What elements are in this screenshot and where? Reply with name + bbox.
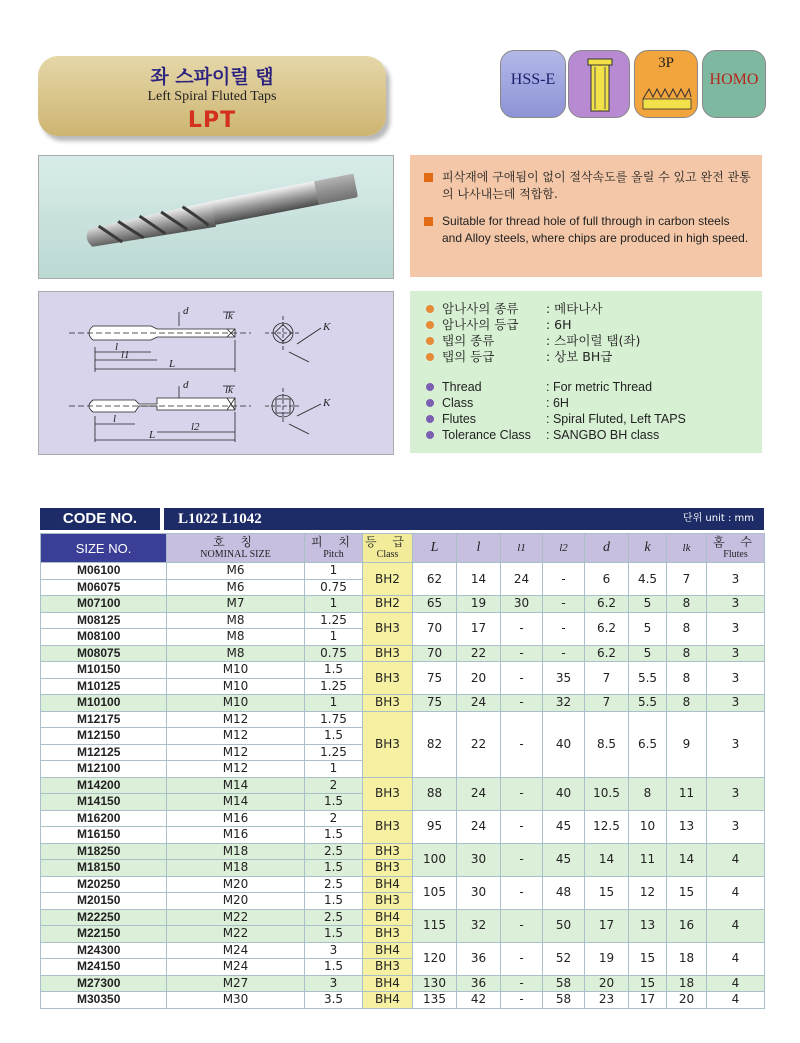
- pitch-cell: 1: [305, 695, 363, 712]
- pitch-cell: 1.5: [305, 728, 363, 745]
- k-cell: 10: [629, 810, 667, 843]
- material-badge: [500, 50, 566, 118]
- class-cell: BH2: [363, 596, 413, 613]
- l-cell: 22: [457, 711, 501, 777]
- material-label: HSS-E: [510, 71, 556, 88]
- bullet-dot-icon: [426, 415, 434, 423]
- size-code: M12125: [41, 744, 167, 761]
- l-cell: 17: [457, 612, 501, 645]
- l1-cell: -: [501, 843, 543, 876]
- bullet-dot-icon: [426, 321, 434, 329]
- nominal-cell: M22: [167, 909, 305, 926]
- nominal-cell: M10: [167, 678, 305, 695]
- pitch-cell: 1: [305, 563, 363, 580]
- class-cell: BH4: [363, 942, 413, 959]
- table-row: [41, 662, 765, 679]
- dimension-drawing: [39, 292, 393, 454]
- size-code: M10150: [41, 662, 167, 679]
- L-cell: 70: [413, 645, 457, 662]
- product-code: LPT: [187, 108, 237, 133]
- k-cell: 15: [629, 942, 667, 975]
- nominal-cell: M12: [167, 711, 305, 728]
- l2-cell: 40: [543, 777, 585, 810]
- size-code: M20150: [41, 893, 167, 910]
- nominal-cell: M27: [167, 975, 305, 992]
- bullet-dot-icon: [426, 431, 434, 439]
- through-hole-icon: [569, 51, 631, 119]
- L-cell: 95: [413, 810, 457, 843]
- nominal-cell: M12: [167, 761, 305, 778]
- l-cell: 32: [457, 909, 501, 942]
- nominal-cell: M10: [167, 695, 305, 712]
- size-code: M14200: [41, 777, 167, 794]
- col-l1: l1: [501, 534, 543, 563]
- pitch-cell: 1.25: [305, 612, 363, 629]
- label-L: L: [169, 358, 176, 370]
- size-code: M22250: [41, 909, 167, 926]
- table-row: [41, 876, 765, 893]
- table-row: [41, 909, 765, 926]
- l2-cell: 58: [543, 992, 585, 1009]
- size-code: M22150: [41, 926, 167, 943]
- l-cell: 24: [457, 695, 501, 712]
- size-code: M18250: [41, 843, 167, 860]
- l-cell: 36: [457, 942, 501, 975]
- size-code: M14150: [41, 794, 167, 811]
- col-lk: lk: [667, 534, 707, 563]
- size-code: M20250: [41, 876, 167, 893]
- bullet-square-icon: [424, 217, 433, 226]
- class-cell: BH4: [363, 876, 413, 893]
- pitch-cell: 1.5: [305, 794, 363, 811]
- page-subtitle: Left Spiral Fluted Taps: [147, 89, 277, 104]
- lk-cell: 16: [667, 909, 707, 942]
- class-cell: BH3: [363, 612, 413, 645]
- lk-cell: 18: [667, 942, 707, 975]
- size-code: M12175: [41, 711, 167, 728]
- table-row: [41, 596, 765, 613]
- pitch-cell: 3.5: [305, 992, 363, 1009]
- l1-cell: -: [501, 992, 543, 1009]
- l1-cell: -: [501, 810, 543, 843]
- l2-cell: 32: [543, 695, 585, 712]
- table-row: [41, 711, 765, 728]
- lk-cell: 8: [667, 612, 707, 645]
- table-row: [41, 810, 765, 827]
- pitch-badge: [634, 50, 698, 118]
- spec-box: 암나사의 종류 : 메타나사 암나사의 등급 : 6H 탭의 종류 : 스파이럴 탭(좌) 탭의 등급 : 상보 BH급 Thread : For metric Thread Class : 6H Flutes : Spiral Fluted, Left TAPS Tolerance Class : SANGBO BH class: [410, 291, 762, 453]
- lk-cell: 11: [667, 777, 707, 810]
- d-cell: 15: [585, 876, 629, 909]
- d-cell: 10.5: [585, 777, 629, 810]
- class-cell: BH3: [363, 777, 413, 810]
- nominal-cell: M18: [167, 843, 305, 860]
- flutes-cell: 4: [707, 843, 765, 876]
- spec-table: [40, 533, 765, 1009]
- label-L-2: L: [149, 429, 156, 441]
- label-d: d: [183, 305, 189, 317]
- nominal-cell: M12: [167, 744, 305, 761]
- pitch-cell: 3: [305, 975, 363, 992]
- class-cell: BH4: [363, 992, 413, 1009]
- table-row: [41, 975, 765, 992]
- label-l-2: l: [113, 413, 117, 425]
- d-cell: 7: [585, 695, 629, 712]
- label-lk: lk: [225, 310, 233, 322]
- size-code: M16200: [41, 810, 167, 827]
- class-cell: BH3: [363, 843, 413, 860]
- col-k: k: [629, 534, 667, 563]
- nominal-cell: M16: [167, 827, 305, 844]
- nominal-cell: M12: [167, 728, 305, 745]
- size-code: M06100: [41, 563, 167, 580]
- table-row: [41, 695, 765, 712]
- unit-label: 단위 unit : mm: [682, 513, 754, 524]
- k-cell: 11: [629, 843, 667, 876]
- flutes-cell: 3: [707, 563, 765, 596]
- size-code: M16150: [41, 827, 167, 844]
- size-code: M30350: [41, 992, 167, 1009]
- brand-label: HOMO: [709, 71, 759, 88]
- pitch-cell: 1.25: [305, 744, 363, 761]
- l2-cell: 35: [543, 662, 585, 695]
- table-row: [41, 563, 765, 580]
- col-class: 등 급 Class: [363, 534, 413, 563]
- chamfer-icon: [641, 77, 693, 113]
- col-l2: l2: [543, 534, 585, 563]
- size-code: M08075: [41, 645, 167, 662]
- size-code: M06075: [41, 579, 167, 596]
- col-d: d: [585, 534, 629, 563]
- k-cell: 12: [629, 876, 667, 909]
- d-cell: 19: [585, 942, 629, 975]
- size-code: M24300: [41, 942, 167, 959]
- col-l: l: [457, 534, 501, 563]
- l-cell: 30: [457, 876, 501, 909]
- brand-badge: [702, 50, 766, 118]
- nominal-cell: M7: [167, 596, 305, 613]
- pitch-cell: 0.75: [305, 579, 363, 596]
- l1-cell: -: [501, 876, 543, 909]
- class-cell: BH3: [363, 959, 413, 976]
- class-cell: BH3: [363, 810, 413, 843]
- k-cell: 5: [629, 596, 667, 613]
- d-cell: 7: [585, 662, 629, 695]
- L-cell: 62: [413, 563, 457, 596]
- d-cell: 17: [585, 909, 629, 942]
- k-cell: 4.5: [629, 563, 667, 596]
- pitch-cell: 2.5: [305, 876, 363, 893]
- page-title: 좌 스파이럴 탭: [150, 66, 274, 88]
- l2-cell: -: [543, 612, 585, 645]
- description-en: Suitable for thread hole of full through in carbon steels and Alloy steels, where chips are produced in high speed.: [424, 213, 752, 247]
- pitch-cell: 1: [305, 761, 363, 778]
- bullet-square-icon: [424, 173, 433, 182]
- flutes-cell: 3: [707, 662, 765, 695]
- size-code: M08125: [41, 612, 167, 629]
- l1-cell: -: [501, 695, 543, 712]
- pitch-cell: 0.75: [305, 645, 363, 662]
- pitch-cell: 1: [305, 596, 363, 613]
- k-cell: 13: [629, 909, 667, 942]
- flutes-cell: 4: [707, 992, 765, 1009]
- L-cell: 135: [413, 992, 457, 1009]
- nominal-cell: M14: [167, 777, 305, 794]
- pitch-cell: 1: [305, 629, 363, 646]
- d-cell: 6.2: [585, 612, 629, 645]
- L-cell: 105: [413, 876, 457, 909]
- size-code: M10100: [41, 695, 167, 712]
- l-cell: 36: [457, 975, 501, 992]
- tap-illustration: [39, 156, 393, 278]
- pitch-label: 3P: [658, 55, 674, 71]
- l1-cell: -: [501, 942, 543, 975]
- d-cell: 6.2: [585, 596, 629, 613]
- size-code: M08100: [41, 629, 167, 646]
- k-cell: 15: [629, 975, 667, 992]
- nominal-cell: M22: [167, 926, 305, 943]
- k-cell: 6.5: [629, 711, 667, 777]
- pitch-cell: 2: [305, 810, 363, 827]
- bullet-dot-icon: [426, 337, 434, 345]
- size-code: M27300: [41, 975, 167, 992]
- pitch-cell: 1.75: [305, 711, 363, 728]
- k-cell: 8: [629, 777, 667, 810]
- l2-cell: -: [543, 645, 585, 662]
- l1-cell: -: [501, 612, 543, 645]
- col-pitch: 피 치 Pitch: [305, 534, 363, 563]
- col-nominal: 호 칭 NOMINAL SIZE: [167, 534, 305, 563]
- lk-cell: 15: [667, 876, 707, 909]
- l2-cell: 58: [543, 975, 585, 992]
- size-code: M24150: [41, 959, 167, 976]
- flutes-cell: 3: [707, 695, 765, 712]
- flutes-cell: 4: [707, 909, 765, 942]
- size-code: M07100: [41, 596, 167, 613]
- L-cell: 88: [413, 777, 457, 810]
- l-cell: 42: [457, 992, 501, 1009]
- l2-cell: 50: [543, 909, 585, 942]
- L-cell: 115: [413, 909, 457, 942]
- table-row: [41, 645, 765, 662]
- lk-cell: 8: [667, 645, 707, 662]
- class-cell: BH2: [363, 563, 413, 596]
- d-cell: 8.5: [585, 711, 629, 777]
- size-code: M12150: [41, 728, 167, 745]
- k-cell: 17: [629, 992, 667, 1009]
- description-box: [410, 155, 762, 277]
- nominal-cell: M10: [167, 662, 305, 679]
- label-K: K: [323, 321, 331, 333]
- d-cell: 14: [585, 843, 629, 876]
- technical-drawing: [38, 291, 394, 455]
- d-cell: 20: [585, 975, 629, 992]
- nominal-cell: M6: [167, 563, 305, 580]
- pitch-cell: 1.5: [305, 959, 363, 976]
- table-row: [41, 942, 765, 959]
- class-cell: BH3: [363, 893, 413, 910]
- bullet-dot-icon: [426, 305, 434, 313]
- nominal-cell: M30: [167, 992, 305, 1009]
- lk-cell: 8: [667, 695, 707, 712]
- label-l1: l1: [121, 349, 130, 361]
- label-lk-2: lk: [225, 384, 233, 396]
- l-cell: 24: [457, 810, 501, 843]
- l1-cell: -: [501, 645, 543, 662]
- class-cell: BH4: [363, 975, 413, 992]
- pitch-cell: 2.5: [305, 843, 363, 860]
- L-cell: 70: [413, 612, 457, 645]
- pitch-cell: 2.5: [305, 909, 363, 926]
- col-flutes: 홈 수 Flutes: [707, 534, 765, 563]
- pitch-cell: 1.5: [305, 926, 363, 943]
- l-cell: 14: [457, 563, 501, 596]
- nominal-cell: M14: [167, 794, 305, 811]
- class-cell: BH3: [363, 645, 413, 662]
- L-cell: 75: [413, 662, 457, 695]
- flutes-cell: 3: [707, 810, 765, 843]
- pitch-cell: 1.5: [305, 860, 363, 877]
- nominal-cell: M6: [167, 579, 305, 596]
- pitch-cell: 1.5: [305, 893, 363, 910]
- label-l: l: [115, 341, 119, 353]
- nominal-cell: M8: [167, 629, 305, 646]
- col-L: L: [413, 534, 457, 563]
- class-cell: BH3: [363, 860, 413, 877]
- table-row: [41, 992, 765, 1009]
- label-d-2: d: [183, 379, 189, 391]
- flutes-cell: 3: [707, 777, 765, 810]
- l2-cell: -: [543, 563, 585, 596]
- L-cell: 100: [413, 843, 457, 876]
- size-code: M18150: [41, 860, 167, 877]
- pitch-cell: 1.25: [305, 678, 363, 695]
- l2-cell: 40: [543, 711, 585, 777]
- bullet-dot-icon: [426, 353, 434, 361]
- flutes-cell: 3: [707, 645, 765, 662]
- l1-cell: -: [501, 662, 543, 695]
- L-cell: 120: [413, 942, 457, 975]
- l2-cell: 45: [543, 843, 585, 876]
- l2-cell: 52: [543, 942, 585, 975]
- bullet-dot-icon: [426, 383, 434, 391]
- l2-cell: 45: [543, 810, 585, 843]
- lk-cell: 9: [667, 711, 707, 777]
- product-photo: [38, 155, 394, 279]
- l1-cell: -: [501, 777, 543, 810]
- flutes-cell: 3: [707, 612, 765, 645]
- l-cell: 22: [457, 645, 501, 662]
- l1-cell: -: [501, 909, 543, 942]
- d-cell: 23: [585, 992, 629, 1009]
- pitch-cell: 2: [305, 777, 363, 794]
- l-cell: 24: [457, 777, 501, 810]
- nominal-cell: M18: [167, 860, 305, 877]
- lk-cell: 7: [667, 563, 707, 596]
- lk-cell: 18: [667, 975, 707, 992]
- lk-cell: 8: [667, 662, 707, 695]
- table-row: [41, 612, 765, 629]
- nominal-cell: M8: [167, 612, 305, 629]
- l-cell: 30: [457, 843, 501, 876]
- flutes-cell: 3: [707, 711, 765, 777]
- class-cell: BH3: [363, 926, 413, 943]
- l2-cell: -: [543, 596, 585, 613]
- k-cell: 5: [629, 645, 667, 662]
- lk-cell: 20: [667, 992, 707, 1009]
- bullet-dot-icon: [426, 399, 434, 407]
- label-K-2: K: [323, 397, 331, 409]
- l1-cell: -: [501, 711, 543, 777]
- lk-cell: 14: [667, 843, 707, 876]
- k-cell: 5.5: [629, 695, 667, 712]
- label-l2: l2: [191, 421, 200, 433]
- flutes-cell: 4: [707, 942, 765, 975]
- l-cell: 19: [457, 596, 501, 613]
- model-numbers: L1022 L1042: [178, 511, 262, 527]
- nominal-cell: M20: [167, 876, 305, 893]
- nominal-cell: M16: [167, 810, 305, 827]
- L-cell: 82: [413, 711, 457, 777]
- class-cell: BH3: [363, 711, 413, 777]
- flutes-cell: 4: [707, 876, 765, 909]
- through-hole-badge: [568, 50, 630, 118]
- class-cell: BH3: [363, 662, 413, 695]
- pitch-cell: 3: [305, 942, 363, 959]
- description-ko: 피삭재에 구애됨이 없이 절삭속도를 올릴 수 있고 완전 관통의 나사내는데 적합함.: [424, 169, 752, 203]
- lk-cell: 8: [667, 596, 707, 613]
- k-cell: 5.5: [629, 662, 667, 695]
- nominal-cell: M24: [167, 942, 305, 959]
- col-size-no: SIZE NO.: [41, 534, 167, 563]
- size-code: M10125: [41, 678, 167, 695]
- L-cell: 130: [413, 975, 457, 992]
- k-cell: 5: [629, 612, 667, 645]
- d-cell: 6.2: [585, 645, 629, 662]
- class-cell: BH3: [363, 695, 413, 712]
- nominal-cell: M8: [167, 645, 305, 662]
- l1-cell: 24: [501, 563, 543, 596]
- nominal-cell: M24: [167, 959, 305, 976]
- L-cell: 75: [413, 695, 457, 712]
- table-row: [41, 777, 765, 794]
- size-code: M12100: [41, 761, 167, 778]
- class-cell: BH4: [363, 909, 413, 926]
- l-cell: 20: [457, 662, 501, 695]
- L-cell: 65: [413, 596, 457, 613]
- d-cell: 6: [585, 563, 629, 596]
- flutes-cell: 4: [707, 975, 765, 992]
- table-row: [41, 843, 765, 860]
- flutes-cell: 3: [707, 596, 765, 613]
- nominal-cell: M20: [167, 893, 305, 910]
- l1-cell: -: [501, 975, 543, 992]
- l1-cell: 30: [501, 596, 543, 613]
- d-cell: 12.5: [585, 810, 629, 843]
- table-header-row: [41, 534, 765, 563]
- table-body: [41, 563, 765, 1009]
- l2-cell: 48: [543, 876, 585, 909]
- pitch-cell: 1.5: [305, 827, 363, 844]
- title-card: [38, 56, 386, 136]
- lk-cell: 13: [667, 810, 707, 843]
- pitch-cell: 1.5: [305, 662, 363, 679]
- table-title-bar: [164, 508, 764, 530]
- code-no-label: CODE NO.: [40, 508, 160, 530]
